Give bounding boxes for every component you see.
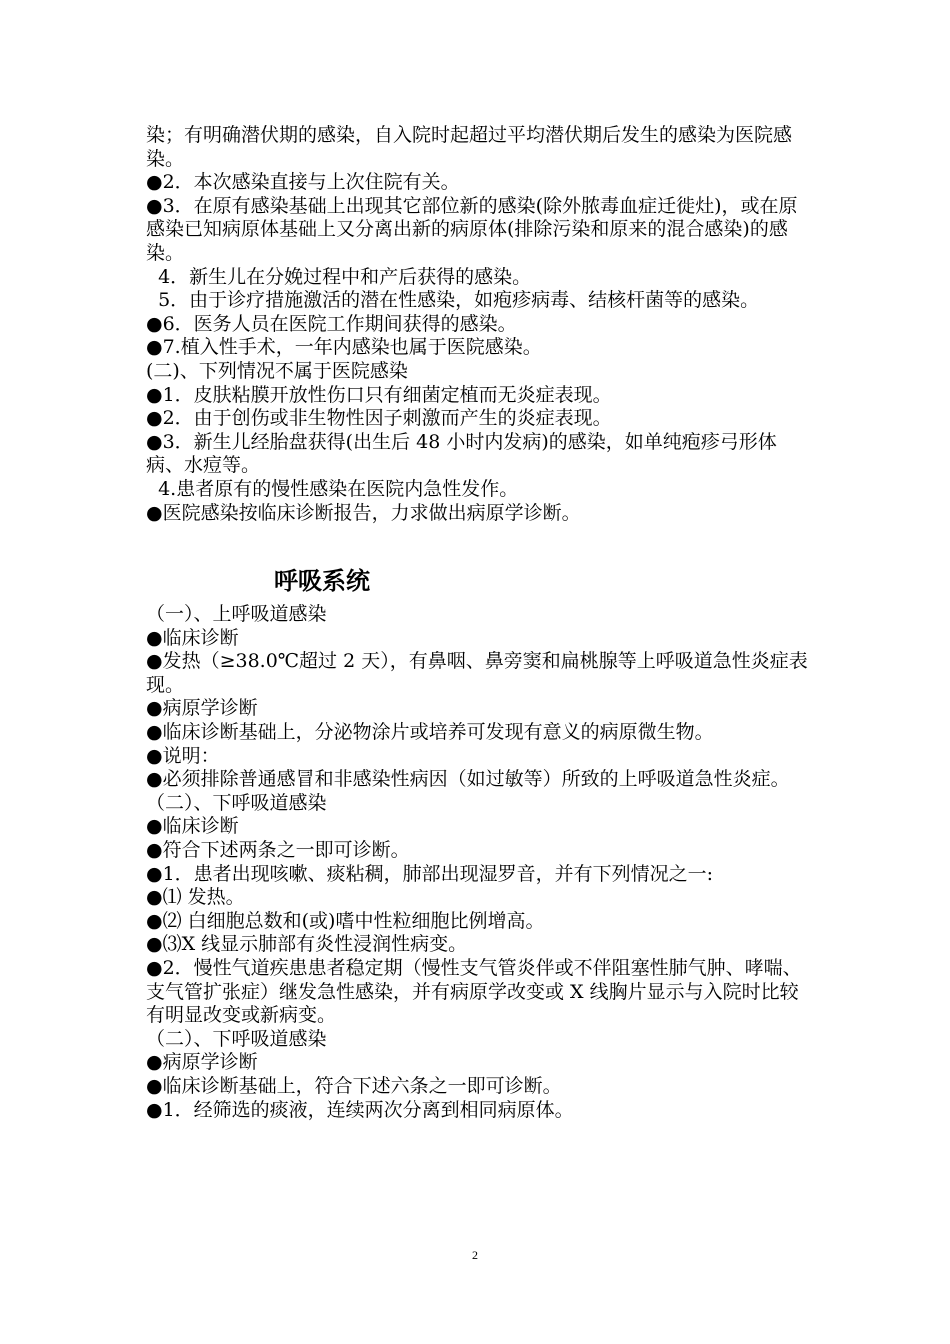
paragraph: ●1．经筛选的痰液，连续两次分离到相同病原体。 [146, 1098, 574, 1121]
section-spacer [146, 525, 812, 563]
paragraph: ●临床诊断 [146, 815, 239, 838]
paragraph: ●2．由于创伤或非生物性因子刺激而产生的炎症表现。 [146, 407, 612, 430]
paragraph: ●临床诊断基础上，分泌物涂片或培养可发现有意义的病原微生物。 [146, 721, 714, 744]
subsection-heading: （二）、下呼吸道感染 [146, 1027, 327, 1050]
paragraph: ●2．慢性气道疾患患者稳定期（慢性支气管炎伴或不伴阻塞性肺气肿、哮喘、支气管扩张症）继发急性感染，并有病原学改变或 X 线胸片显示与入院时比较有明显改变或新病变。 [146, 957, 802, 1027]
document-body [146, 124, 812, 1122]
paragraph: ●医院感染按临床诊断报告，力求做出病原学诊断。 [146, 501, 581, 524]
subsection-heading: （二）、下呼吸道感染 [146, 791, 327, 814]
paragraph: ●病原学诊断 [146, 697, 258, 720]
paragraph: ●1．患者出现咳嗽、痰粘稠，肺部出现湿罗音，并有下列情况之一: [146, 862, 714, 885]
paragraph: ●⑶X 线显示肺部有炎性浸润性病变。 [146, 933, 468, 956]
paragraph: ●⑴ 发热。 [146, 886, 245, 909]
paragraph: 染；有明确潜伏期的感染，自入院时起超过平均潜伏期后发生的感染为医院感染。 [146, 124, 793, 170]
page-number: 2 [472, 1248, 478, 1262]
section-title: 呼吸系统 [274, 567, 370, 596]
paragraph: ●3．新生儿经胎盘获得(出生后 48 小时内发病)的感染，如单纯疱疹弓形体病、水痘等。 [146, 430, 777, 477]
paragraph: 5．由于诊疗措施激活的潜在性感染，如疱疹病毒、结核杆菌等的感染。 [146, 289, 760, 312]
paragraph: ●临床诊断 [146, 626, 239, 649]
paragraph: ●必须排除普通感冒和非感染性病因（如过敏等）所致的上呼吸道急性炎症。 [146, 768, 790, 791]
paragraph: ●1．皮肤粘膜开放性伤口只有细菌定植而无炎症表现。 [146, 383, 612, 406]
subsection-heading: （一）、上呼吸道感染 [146, 603, 327, 626]
paragraph: ●6．医务人员在医院工作期间获得的感染。 [146, 312, 517, 335]
paragraph: 4.患者原有的慢性感染在医院内急性发作。 [146, 477, 519, 500]
paragraph: ●7.植入性手术，一年内感染也属于医院感染。 [146, 336, 542, 359]
paragraph: ●符合下述两条之一即可诊断。 [146, 839, 410, 862]
subsection-heading: (二)、下列情况不属于医院感染 [146, 359, 408, 382]
paragraph: ●3．在原有感染基础上出现其它部位新的感染(除外脓毒血症迁徙灶)，或在原感染已知病原体基础上又分离出新的病原体(排除污染和原来的混合感染)的感染。 [146, 194, 798, 264]
paragraph: ●说明： [146, 744, 220, 767]
paragraph: 4．新生儿在分娩过程中和产后获得的感染。 [146, 265, 532, 288]
paragraph: ●临床诊断基础上，符合下述六条之一即可诊断。 [146, 1074, 562, 1097]
paragraph: ●发热（≥38.0℃超过 2 天），有鼻咽、鼻旁窦和扁桃腺等上呼吸道急性炎症表现。 [146, 650, 808, 696]
paragraph: ●⑵ 白细胞总数和(或)嗜中性粒细胞比例增高。 [146, 909, 545, 932]
paragraph: ●2．本次感染直接与上次住院有关。 [146, 171, 460, 194]
paragraph: ●病原学诊断 [146, 1051, 258, 1074]
